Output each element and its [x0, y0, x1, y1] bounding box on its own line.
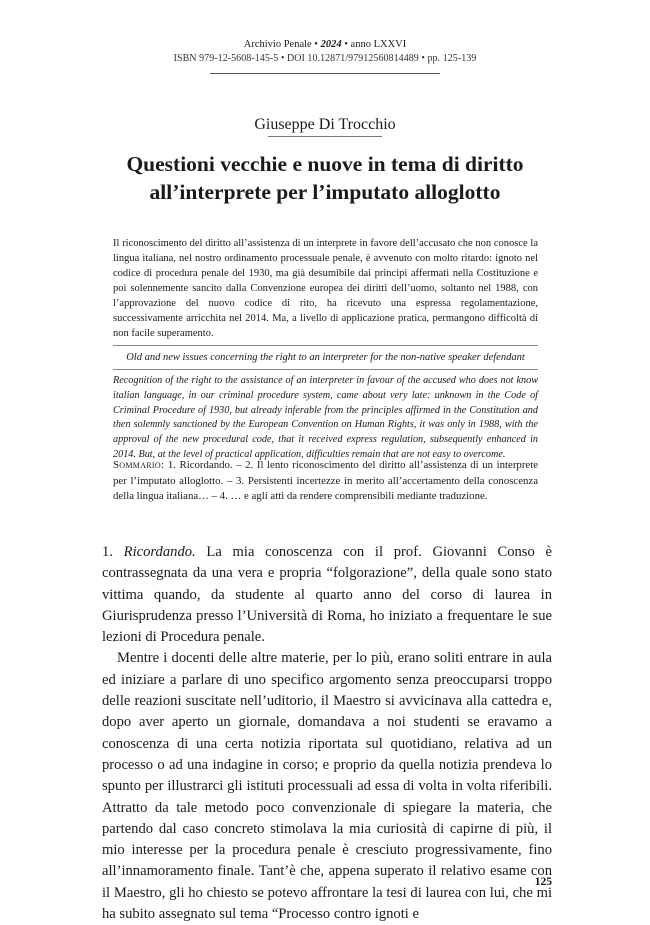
section-title: Ricordando. — [123, 544, 196, 560]
journal-year: 2024 — [320, 39, 342, 50]
journal-line — [0, 38, 650, 52]
body-text — [102, 542, 552, 925]
abstract-block — [113, 236, 538, 463]
abstract-divider — [113, 345, 538, 346]
paragraph-2: Mentre i docenti delle altre materie, per lo più, erano soliti entrare in aula ed iniziare a parlare di uno specifico argomento senza preoccuparsi troppo delle reazioni suscitate nell’uditorio, il Maestro si avvicinava alla cattedra e, dopo aver aperto un giornale, domandava a noi studenti se eravamo a conoscenza di una certa notizia riportata sul quotidiano, relativa ad un processo o ad una indagine in corso; e proprio da quella notizia prendeva lo spunto per illustrarci gli istituti processuali ad essa di volta in volta riferibili. Attratto da tale metodo poco convenzionale di spiegare la materia, che partendo dal caso concreto stimolava la mia curiosità di capirne di più, il mio interesse per la procedura penale è cresciuto progressivamente, fino all’innamoramento finale. Tant’è che, appena superato il relativo esame con il Maestro, gli ho chiesto se potevo affrontare la tesi di laurea con lui, che mi ha subito assegnato sul tema “Processo contro ignoti e — [102, 650, 552, 923]
article-title — [60, 150, 590, 206]
english-title: Old and new issues concerning the right to an interpreter for the non-native speaker defendant — [126, 352, 525, 363]
isbn-doi-line: ISBN 979-12-5608-145-5 • DOI 10.12871/97912560814489 • pp. 125-139 — [173, 53, 477, 64]
paragraph-1-text: La mia conoscenza con il prof. Giovanni Conso è contrassegnata da una vera e propria “folgorazione”, della quale sono stato vittima quando, da studente al quarto anno del corso di laurea in Giurisprudenza presso l’Università di Roma, ho iniziato a frequentare le sue lezioni di Procedura penale. — [102, 544, 552, 646]
page-number: 125 — [534, 876, 552, 888]
section-number: 1. — [102, 544, 124, 560]
author-divider — [268, 136, 382, 137]
running-header — [0, 38, 650, 74]
author-name: Giuseppe Di Trocchio — [254, 116, 396, 133]
sommario-text: 1. Ricordando. – 2. Il lento riconoscimento del diritto all’assistenza di un interprete per l’imputato alloglotto. – 3. Persistenti incertezze in merito all’accertamento della conoscenza della lingua italiana… – 4. … e agli atti da rendere comprensibili mediante traduzione. — [113, 459, 538, 502]
abstract-italian: Il riconoscimento del diritto all’assistenza di un interprete in favore dell’accusato che non conosce la lingua italiana, nel nostro ordinamento processuale penale, è avvenuto con molto ritardo: ignoto nel codice di procedura penale del 1930, ma già desumibile dai principi affermati nella Costituzione e poi solennemente sancito dalla Convenzione europea dei diritti dell’uomo, soltanto nel 1988, con l’approvazione del nuovo codice di rito, ha ricevuto una espressa regolamentazione, successivamente arricchita nel 2014. Ma, a livello di applicazione pratica, permangono difficoltà di non facile superamento. — [113, 238, 538, 339]
title-line-1: Questioni vecchie e nuove in tema di diritto — [126, 152, 524, 176]
table-of-contents — [113, 458, 538, 505]
abstract-divider — [113, 369, 538, 370]
header-divider — [210, 73, 440, 74]
paragraph-1 — [102, 542, 552, 648]
sommario-label: Sommario: — [113, 459, 165, 471]
title-line-2: all’interprete per l’imputato alloglotto — [149, 180, 501, 204]
journal-name: Archivio Penale • — [243, 39, 321, 50]
journal-volume: • anno LXXVI — [341, 39, 407, 50]
abstract-english: Recognition of the right to the assistance of an interpreter in favour of the accused who does not know italian language, in our criminal procedure system, came about very late: unknown in the Code of Criminal Procedure of 1930, but already inferable from the principles affirmed in the Constitution and then solemnly sanctioned by the European Convention on Human Rights, it was only in 1988, with the approval of the new procedural code, that it received express regulation, subsequently enhanced in 2014. But, at the level of practical application, difficulties remain that are not easy to overcome. — [113, 375, 538, 460]
